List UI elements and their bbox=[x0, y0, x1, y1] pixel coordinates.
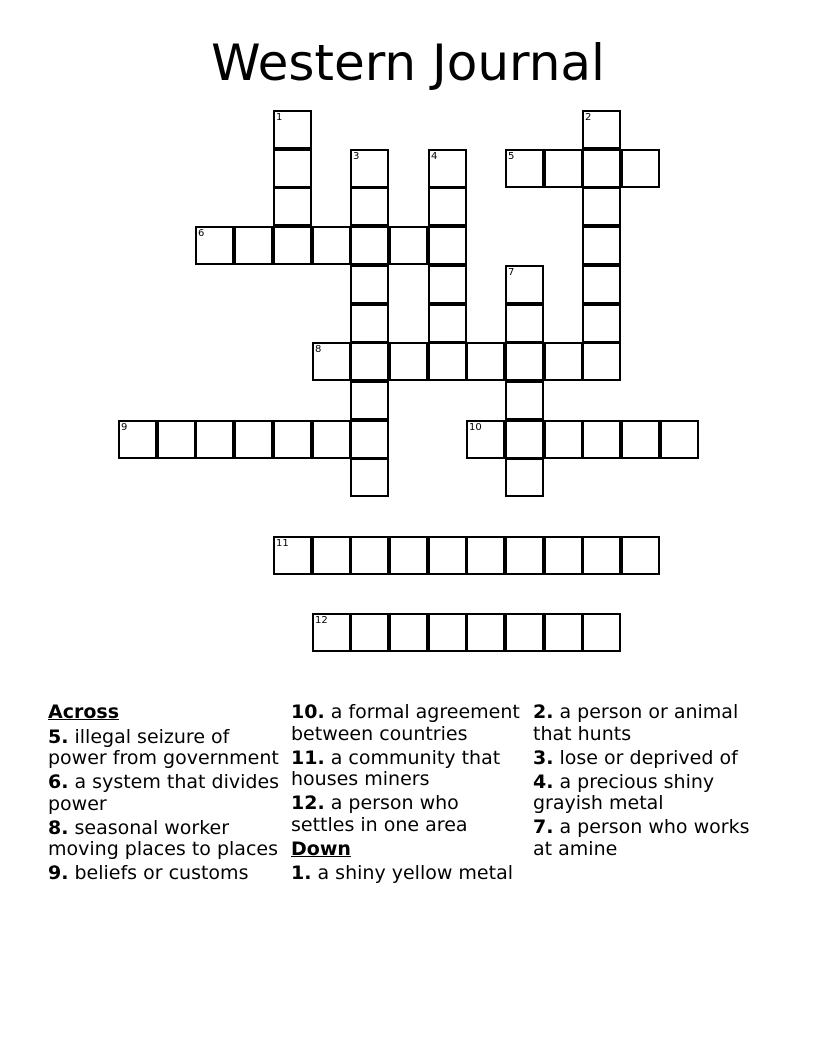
grid-cell[interactable] bbox=[466, 420, 505, 459]
clue-across-9 bbox=[48, 863, 284, 885]
clue-text: a community that houses miners bbox=[291, 746, 501, 790]
grid-cell[interactable] bbox=[157, 420, 196, 459]
clue-text: a precious shiny grayish metal bbox=[533, 770, 715, 814]
clue-number: 11. bbox=[291, 746, 325, 769]
grid-cell[interactable] bbox=[505, 613, 544, 652]
clue-across-5 bbox=[48, 727, 284, 770]
cell-number: 5 bbox=[508, 151, 515, 162]
grid-cell[interactable] bbox=[350, 226, 389, 265]
grid-cell[interactable] bbox=[505, 420, 544, 459]
grid-cell[interactable] bbox=[582, 420, 621, 459]
grid-cell[interactable] bbox=[505, 265, 544, 304]
clue-down-1 bbox=[291, 863, 527, 885]
grid-cell[interactable] bbox=[273, 226, 312, 265]
clue-text: a person who works at amine bbox=[533, 816, 750, 860]
grid-cell[interactable] bbox=[582, 536, 621, 575]
grid-cell[interactable] bbox=[621, 420, 660, 459]
grid-cell[interactable] bbox=[389, 613, 428, 652]
clue-number: 8. bbox=[48, 816, 69, 839]
grid-cell[interactable] bbox=[312, 342, 351, 381]
clue-text: a person who settles in one area bbox=[291, 792, 468, 836]
grid-cell[interactable] bbox=[273, 420, 312, 459]
grid-cell[interactable] bbox=[350, 458, 389, 497]
grid-cell[interactable] bbox=[389, 342, 428, 381]
grid-cell[interactable] bbox=[428, 536, 467, 575]
grid-cell[interactable] bbox=[195, 420, 234, 459]
grid-cell[interactable] bbox=[350, 304, 389, 343]
clue-down-2 bbox=[533, 702, 769, 745]
grid-cell[interactable] bbox=[466, 342, 505, 381]
grid-cell[interactable] bbox=[312, 226, 351, 265]
grid-cell[interactable] bbox=[505, 458, 544, 497]
grid-cell[interactable] bbox=[582, 342, 621, 381]
grid-cell[interactable] bbox=[428, 265, 467, 304]
grid-cell[interactable] bbox=[428, 342, 467, 381]
puzzle-title: Western Journal bbox=[211, 34, 605, 92]
grid-cell[interactable] bbox=[273, 110, 312, 149]
across-heading: Across bbox=[48, 701, 120, 723]
clue-text: a formal agreement between countries bbox=[291, 701, 520, 745]
clue-text: beliefs or customs bbox=[74, 862, 249, 884]
grid-cell[interactable] bbox=[582, 265, 621, 304]
grid-cell[interactable] bbox=[350, 149, 389, 188]
grid-cell[interactable] bbox=[350, 342, 389, 381]
cell-number: 6 bbox=[198, 228, 205, 239]
grid-cell[interactable] bbox=[389, 226, 428, 265]
clue-number: 10. bbox=[291, 701, 325, 723]
clue-text: a system that divides power bbox=[48, 771, 280, 815]
grid-cell[interactable] bbox=[582, 613, 621, 652]
clue-down-7 bbox=[533, 817, 769, 860]
grid-cell[interactable] bbox=[195, 226, 234, 265]
cell-number: 1 bbox=[276, 112, 283, 123]
clue-across-12 bbox=[291, 793, 527, 836]
grid-cell[interactable] bbox=[350, 536, 389, 575]
cell-number: 3 bbox=[353, 151, 360, 162]
grid-cell[interactable] bbox=[505, 149, 544, 188]
clue-number: 5. bbox=[48, 725, 69, 748]
grid-cell[interactable] bbox=[505, 304, 544, 343]
cell-number: 9 bbox=[121, 422, 128, 433]
grid-cell[interactable] bbox=[505, 536, 544, 575]
clue-column-2 bbox=[291, 702, 527, 887]
cell-number: 10 bbox=[469, 422, 482, 433]
clue-text: illegal seizure of power from government bbox=[48, 725, 279, 769]
clue-text: a person or animal that hunts bbox=[533, 701, 739, 745]
grid-cell[interactable] bbox=[544, 536, 583, 575]
clue-number: 2. bbox=[533, 701, 554, 723]
clue-number: 6. bbox=[48, 771, 69, 793]
grid-cell[interactable] bbox=[273, 536, 312, 575]
grid-cell[interactable] bbox=[312, 613, 351, 652]
clue-across-10 bbox=[291, 702, 527, 745]
cell-number: 4 bbox=[431, 151, 438, 162]
clue-number: 7. bbox=[533, 816, 554, 838]
grid-cell[interactable] bbox=[118, 420, 157, 459]
grid-cell[interactable] bbox=[544, 613, 583, 652]
grid-cell[interactable] bbox=[350, 265, 389, 304]
cell-number: 8 bbox=[315, 344, 322, 355]
clue-across-6 bbox=[48, 772, 284, 815]
grid-cell[interactable] bbox=[428, 187, 467, 226]
clue-text: a shiny yellow metal bbox=[317, 862, 513, 884]
grid-cell[interactable] bbox=[428, 226, 467, 265]
clue-text: lose or deprived of bbox=[559, 746, 738, 769]
grid-cell[interactable] bbox=[428, 149, 467, 188]
grid-cell[interactable] bbox=[582, 149, 621, 188]
grid-cell[interactable] bbox=[621, 536, 660, 575]
grid-cell[interactable] bbox=[544, 342, 583, 381]
grid-cell[interactable] bbox=[466, 613, 505, 652]
grid-cell[interactable] bbox=[273, 187, 312, 226]
grid-cell[interactable] bbox=[350, 187, 389, 226]
grid-cell[interactable] bbox=[582, 304, 621, 343]
grid-cell[interactable] bbox=[582, 187, 621, 226]
grid-cell[interactable] bbox=[544, 420, 583, 459]
grid-cell[interactable] bbox=[234, 226, 273, 265]
grid-cell[interactable] bbox=[582, 110, 621, 149]
grid-cell[interactable] bbox=[350, 420, 389, 459]
grid-cell[interactable] bbox=[466, 536, 505, 575]
clue-column-3 bbox=[533, 702, 769, 863]
clue-down-3 bbox=[533, 748, 769, 770]
clue-across-8 bbox=[48, 818, 284, 861]
grid-cell[interactable] bbox=[505, 381, 544, 420]
grid-cell[interactable] bbox=[582, 226, 621, 265]
clue-number: 12. bbox=[291, 792, 325, 814]
grid-cell[interactable] bbox=[505, 342, 544, 381]
cell-number: 2 bbox=[585, 112, 592, 123]
clue-down-4 bbox=[533, 772, 769, 815]
clue-column-1 bbox=[48, 702, 284, 887]
grid-cell[interactable] bbox=[428, 304, 467, 343]
cell-number: 7 bbox=[508, 267, 515, 278]
clue-number: 1. bbox=[291, 862, 312, 884]
grid-cell[interactable] bbox=[389, 536, 428, 575]
grid-cell[interactable] bbox=[544, 149, 583, 188]
grid-cell[interactable] bbox=[621, 149, 660, 188]
grid-cell[interactable] bbox=[660, 420, 699, 459]
cell-number: 11 bbox=[276, 538, 289, 549]
clue-across-11 bbox=[291, 748, 527, 791]
grid-cell[interactable] bbox=[312, 420, 351, 459]
clue-text: seasonal worker moving places to places bbox=[48, 816, 278, 860]
grid-cell[interactable] bbox=[428, 613, 467, 652]
clue-number: 9. bbox=[48, 862, 69, 884]
grid-cell[interactable] bbox=[350, 381, 389, 420]
grid-cell[interactable] bbox=[312, 536, 351, 575]
grid-cell[interactable] bbox=[350, 613, 389, 652]
down-heading: Down bbox=[291, 837, 351, 860]
clue-number: 4. bbox=[533, 770, 554, 793]
grid-cell[interactable] bbox=[273, 149, 312, 188]
cell-number: 12 bbox=[315, 615, 328, 626]
clue-number: 3. bbox=[533, 746, 554, 769]
grid-cell[interactable] bbox=[234, 420, 273, 459]
